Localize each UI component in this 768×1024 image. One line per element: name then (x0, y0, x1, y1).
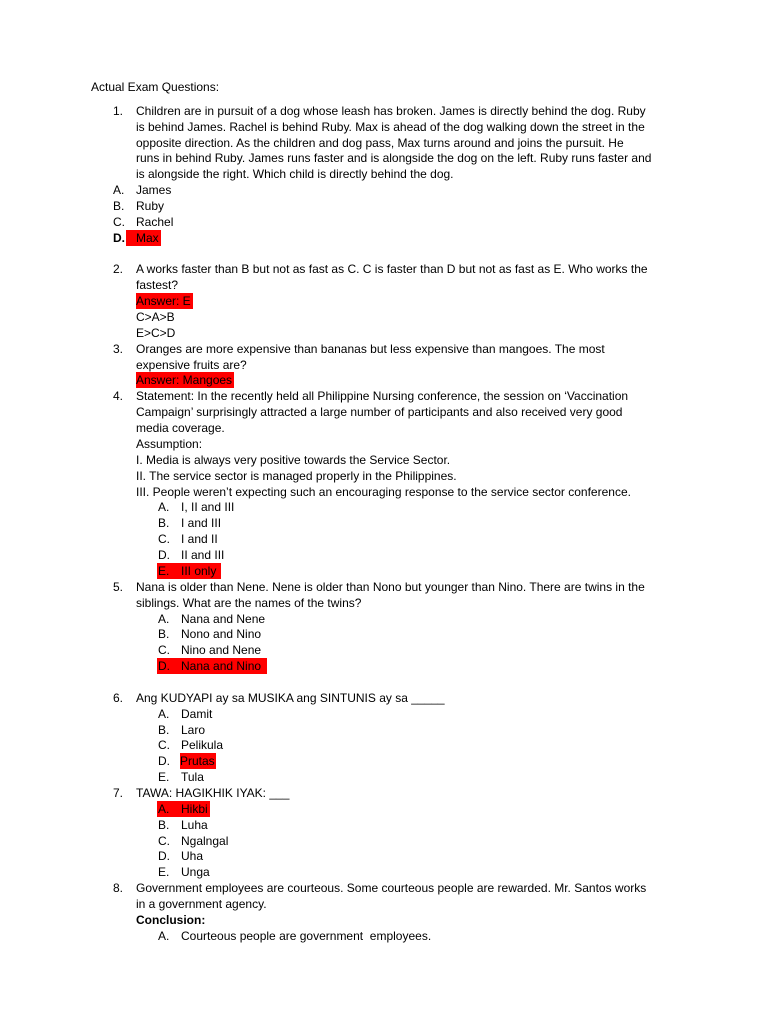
question-2-number: 2. (113, 262, 124, 276)
option-text: Tula (181, 770, 204, 784)
question-4-line: Campaign’ surprisingly attracted a large number of participants and also received very good (136, 405, 623, 419)
question-6-line: Ang KUDYAPI ay sa MUSIKA ang SINTUNIS ay sa _____ (136, 691, 445, 705)
question-8-line: in a government agency. (136, 897, 267, 911)
correct-answer-highlight: Max (126, 230, 161, 246)
option-text: Courteous people are government employees. (181, 929, 432, 943)
question-4-line: media coverage. (136, 421, 225, 435)
option-letter: C. (158, 834, 170, 848)
question-5-line: siblings. What are the names of the twins? (136, 596, 362, 610)
option-letter: E. (158, 865, 170, 879)
question-1-line: runs in behind Ruby. James runs faster and is alongside the dog on the left. Ruby runs faster and (136, 151, 652, 165)
question-8-number: 8. (113, 881, 124, 895)
option-text: Rachel (136, 215, 174, 229)
option-text: Ngalngal (181, 834, 229, 848)
option-letter: A. (158, 707, 170, 721)
option-letter: C. (113, 215, 125, 229)
option-letter: B. (158, 818, 170, 832)
document-title: Actual Exam Questions: (91, 80, 220, 94)
option-text: Uha (181, 849, 204, 863)
option-text: James (136, 183, 172, 197)
answer-note: C>A>B (136, 310, 175, 324)
option-letter: E. (158, 770, 170, 784)
question-2-line: A works faster than B but not as fast as C. C is faster than D but not as fast as E. Who works the (136, 262, 648, 276)
option-text: I, II and III (181, 500, 235, 514)
option-text: Pelikula (181, 738, 224, 752)
answer-note: E>C>D (136, 326, 176, 340)
question-4-line: Statement: In the recently held all Philippine Nursing conference, the session on ‘Vaccination (136, 389, 629, 403)
question-1-line: Children are in pursuit of a dog whose leash has broken. James is directly behind the dog. Ruby (136, 104, 646, 118)
question-4-number: 4. (113, 389, 124, 403)
option-text: Nana and Nene (181, 612, 266, 626)
question-7-number: 7. (113, 786, 124, 800)
answer-highlight: Answer: Mangoes (136, 373, 233, 387)
option-letter: B. (158, 723, 170, 737)
option-text: Nino and Nene (181, 643, 262, 657)
option-text: I and III (181, 516, 222, 530)
option-letter: A. (158, 612, 170, 626)
question-8-line: Government employees are courteous. Some courteous people are rewarded. Mr. Santos works (136, 881, 647, 895)
question-1-line: is alongside the right. Which child is directly behind the dog. (136, 167, 454, 181)
correct-option-letter: A. (158, 802, 170, 816)
question-6-number: 6. (113, 691, 124, 705)
correct-option-text: III only (181, 564, 217, 578)
question-4-line: Assumption: (136, 437, 203, 451)
option-letter: B. (113, 199, 125, 213)
option-text: Unga (181, 865, 210, 879)
option-letter: D. (158, 849, 170, 863)
correct-option-text: Nana and Nino (181, 659, 262, 673)
option-letter: B. (158, 627, 170, 641)
question-1-number: 1. (113, 104, 124, 118)
question-4-line: I. Media is always very positive towards the Service Sector. (136, 453, 451, 467)
question-3-number: 3. (113, 342, 124, 356)
option-text: II and III (181, 548, 225, 562)
correct-option-letter: D. (113, 231, 125, 245)
question-1-line: is behind James. Rachel is behind Ruby. Max is ahead of the dog walking down the street in the (136, 120, 645, 134)
question-1-line: opposite direction. As the children and dog pass, Max turns around and joins the pursuit. He (136, 136, 624, 150)
question-4-line: II. The service sector is managed properly in the Philippines. (136, 469, 457, 483)
correct-option-letter: D. (158, 659, 170, 673)
option-letter: C. (158, 738, 170, 752)
option-text: Laro (181, 723, 206, 737)
option-letter: D. (158, 548, 170, 562)
conclusion-label: Conclusion: (136, 913, 206, 927)
correct-option-letter: E. (158, 564, 170, 578)
answer-highlight: Answer: E (136, 294, 191, 308)
option-letter: A. (158, 500, 170, 514)
option-text: Ruby (136, 199, 165, 213)
option-letter: A. (113, 183, 125, 197)
option-text: I and II (181, 532, 218, 546)
option-letter: D. (158, 754, 170, 768)
option-letter: C. (158, 532, 170, 546)
question-3-line: expensive fruits are? (136, 358, 247, 372)
option-letter: A. (158, 929, 170, 943)
option-text: Luha (181, 818, 208, 832)
question-3-line: Oranges are more expensive than bananas but less expensive than mangoes. The most (136, 342, 605, 356)
option-text: Nono and Nino (181, 627, 262, 641)
option-text: Damit (181, 707, 213, 721)
correct-option-text: Hikbi (181, 802, 208, 816)
question-7-line: TAWA: HAGIKHIK IYAK: ___ (136, 786, 290, 800)
option-letter: B. (158, 516, 170, 530)
question-5-line: Nana is older than Nene. Nene is older than Nono but younger than Nino. There are twins in the (136, 580, 645, 594)
correct-answer-highlight: Prutas (180, 754, 215, 768)
question-2-line: fastest? (136, 278, 179, 292)
question-5-number: 5. (113, 580, 124, 594)
question-4-line: III. People weren’t expecting such an encouraging response to the service sector conference. (136, 485, 631, 499)
option-letter: C. (158, 643, 170, 657)
